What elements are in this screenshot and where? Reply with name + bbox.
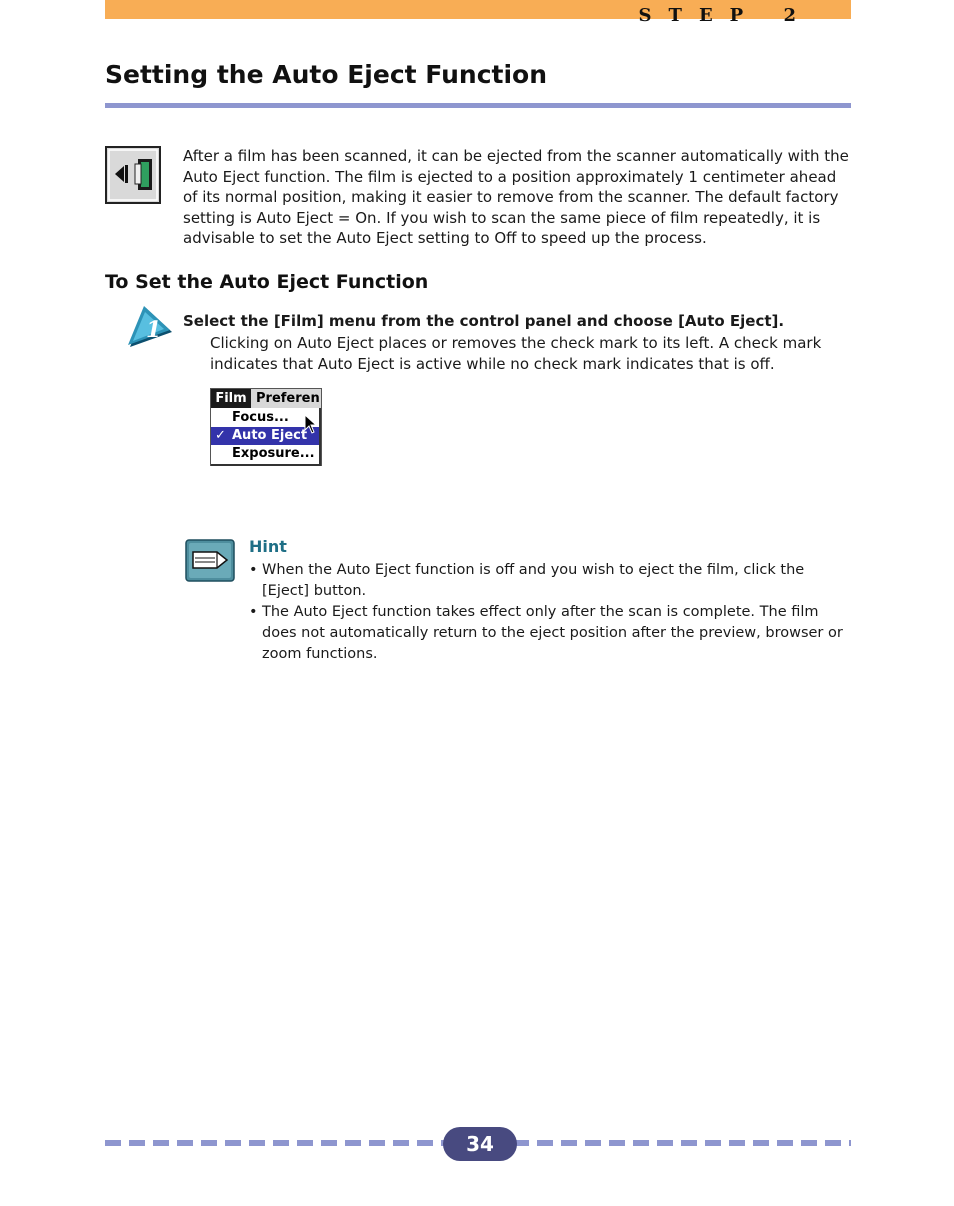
auto-eject-icon: [105, 146, 161, 204]
hint-title: Hint: [249, 537, 287, 556]
hint-list: [249, 560, 849, 665]
step-number: 1: [146, 317, 162, 343]
mouse-pointer-icon: [304, 414, 318, 434]
hint-item: [249, 602, 849, 665]
menu-item-label: Focus...: [232, 410, 289, 425]
title-rule: [105, 103, 851, 108]
menu-item-exposure[interactable]: [211, 445, 319, 463]
check-mark-icon: ✓: [215, 428, 226, 443]
menu-item-auto-eject[interactable]: [211, 427, 319, 445]
step-instruction: Select the [Film] menu from the control panel and choose [Auto Eject].: [183, 312, 785, 330]
page-number: 34: [443, 1127, 517, 1161]
menu-item-focus[interactable]: [211, 409, 319, 427]
menu-title-preferences[interactable]: Preferen: [256, 391, 320, 406]
hint-item-text: The Auto Eject function takes effect only after the scan is complete. The film does not automatically return to the eject position after the preview, browser or zoom functions.: [262, 604, 843, 662]
page-title: Setting the Auto Eject Function: [105, 60, 548, 89]
film-menu-screenshot: [210, 388, 322, 466]
hint-item-text: When the Auto Eject function is off and you wish to eject the film, click the [Eject] button.: [262, 562, 805, 599]
menu-bar: [211, 389, 321, 408]
menu-title-film[interactable]: Film: [211, 389, 251, 408]
bullet: •: [249, 604, 258, 620]
intro-paragraph: After a film has been scanned, it can be ejected from the scanner automatically with the Auto Eject function. The film is ejected to a position approximately 1 centimeter ahead of its normal position, making it easier to remove from the scanner. The default factory setting is Auto Eject = On. If you wish to scan the same piece of film repeatedly, it is advisable to set the Auto Eject setting to Off to speed up the process.: [183, 147, 849, 247]
procedure-heading: To Set the Auto Eject Function: [105, 271, 429, 293]
menu-item-label: Auto Eject: [232, 428, 308, 443]
step-detail: Clicking on Auto Eject places or removes the check mark to its left. A check mark indicates that Auto Eject is active while no check mark indicates that is off.: [210, 334, 822, 373]
hint-pencil-icon: [185, 539, 235, 582]
hint-item: [249, 560, 849, 602]
menu-item-label: Exposure...: [232, 446, 315, 461]
step-label: STEP 2: [638, 5, 813, 26]
bullet: •: [249, 562, 258, 578]
step-number-badge: [126, 305, 176, 349]
